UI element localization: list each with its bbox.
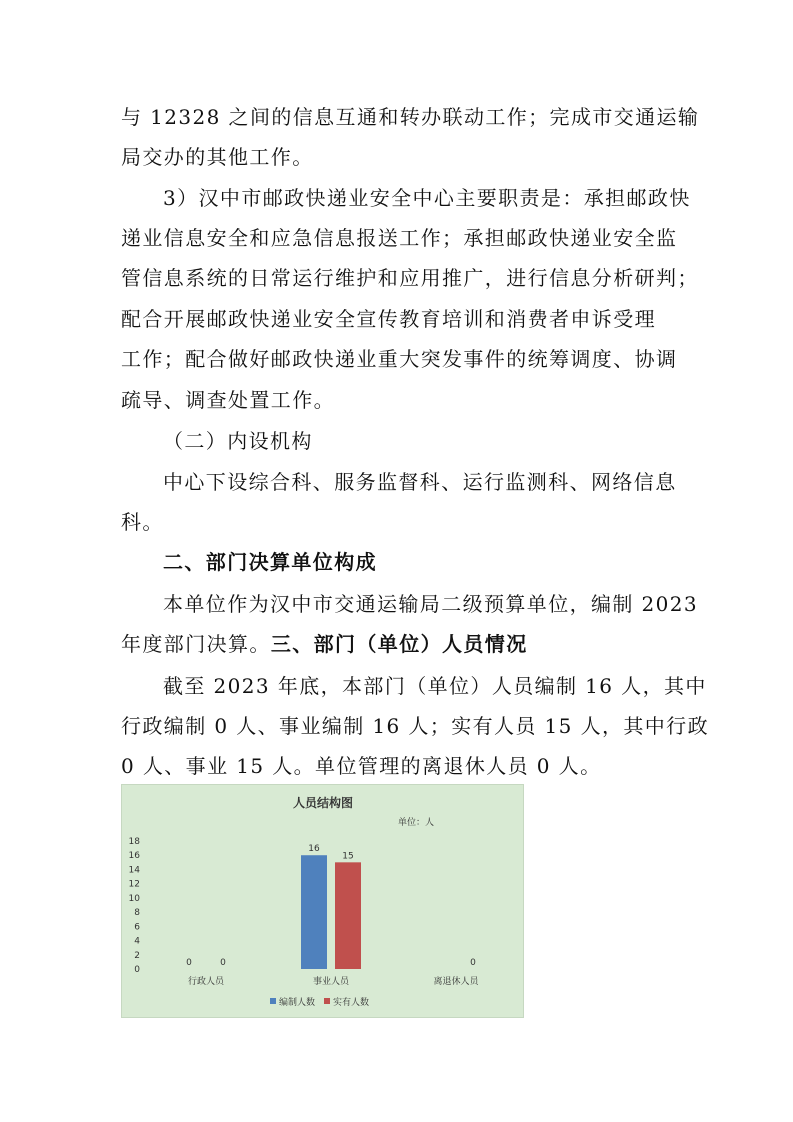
text-line-14-normal: 年度部门决算。 [121,632,271,656]
text-line-7: 工作；配合做好邮政快递业重大突发事件的统筹调度、协调 [121,347,678,371]
y-tick-label: 8 [134,908,140,919]
text-line-13: 本单位作为汉中市交通运输局二级预算单位，编制 2023 [163,592,699,616]
chart-svg [122,785,525,1019]
data-label: 0 [186,958,192,968]
text-line-6: 配合开展邮政快递业安全宣传教育培训和消费者申诉受理 [121,307,656,331]
data-label: 0 [470,958,476,968]
y-tick-label: 16 [128,851,140,862]
y-tick-label: 18 [128,837,140,847]
legend-label: 实有人数 [333,998,370,1008]
section-heading-3: 三、部门（单位）人员情况 [270,632,528,656]
text-line-2: 局交办的其他工作。 [121,145,314,169]
y-tick-label: 10 [128,893,140,904]
y-tick-label: 2 [134,950,140,961]
chart-unit-label: 单位：人 [398,818,435,828]
y-tick-label: 12 [128,879,140,890]
x-category-label: 行政人员 [187,977,225,987]
text-line-16: 行政编制 0 人、事业编制 16 人；实有人员 15 人，其中行政 [121,714,709,738]
personnel-chart [121,784,524,1018]
x-category-label: 离退休人员 [433,977,479,987]
data-label: 0 [220,958,226,968]
data-label: 15 [342,851,354,862]
x-category-label: 事业人员 [312,977,350,987]
text-line-10: 中心下设综合科、服务监督科、运行监测科、网络信息 [163,470,677,494]
text-line-14 [121,630,528,658]
text-line-4: 递业信息安全和应急信息报送工作；承担邮政快递业安全监 [121,226,678,250]
text-line-8: 疏导、调查处置工作。 [121,388,335,412]
data-label: 16 [308,844,320,855]
section-heading-internal: （二）内设机构 [163,429,313,453]
legend-swatch [270,998,276,1004]
y-tick-label: 6 [134,922,140,933]
text-line-15: 截至 2023 年底，本部门（单位）人员编制 16 人，其中 [163,674,707,698]
bar-1-1 [335,862,361,969]
chart-title: 人员结构图 [292,796,354,810]
bar-0-1 [301,855,327,969]
text-line-11: 科。 [121,510,164,534]
legend-label: 编制人数 [279,998,316,1008]
text-line-1: 与 12328 之间的信息互通和转办联动工作；完成市交通运输 [121,105,700,129]
text-line-5: 管信息系统的日常运行维护和应用推广，进行信息分析研判； [121,266,699,290]
y-tick-label: 4 [134,936,140,947]
text-line-3: 3）汉中市邮政快递业安全中心主要职责是：承担邮政快 [163,186,691,210]
y-tick-label: 14 [128,865,140,876]
section-heading-2: 二、部门决算单位构成 [163,550,377,574]
legend-swatch [324,998,330,1004]
y-tick-label: 0 [134,965,140,975]
text-line-17: 0 人、事业 15 人。单位管理的离退休人员 0 人。 [121,754,602,778]
